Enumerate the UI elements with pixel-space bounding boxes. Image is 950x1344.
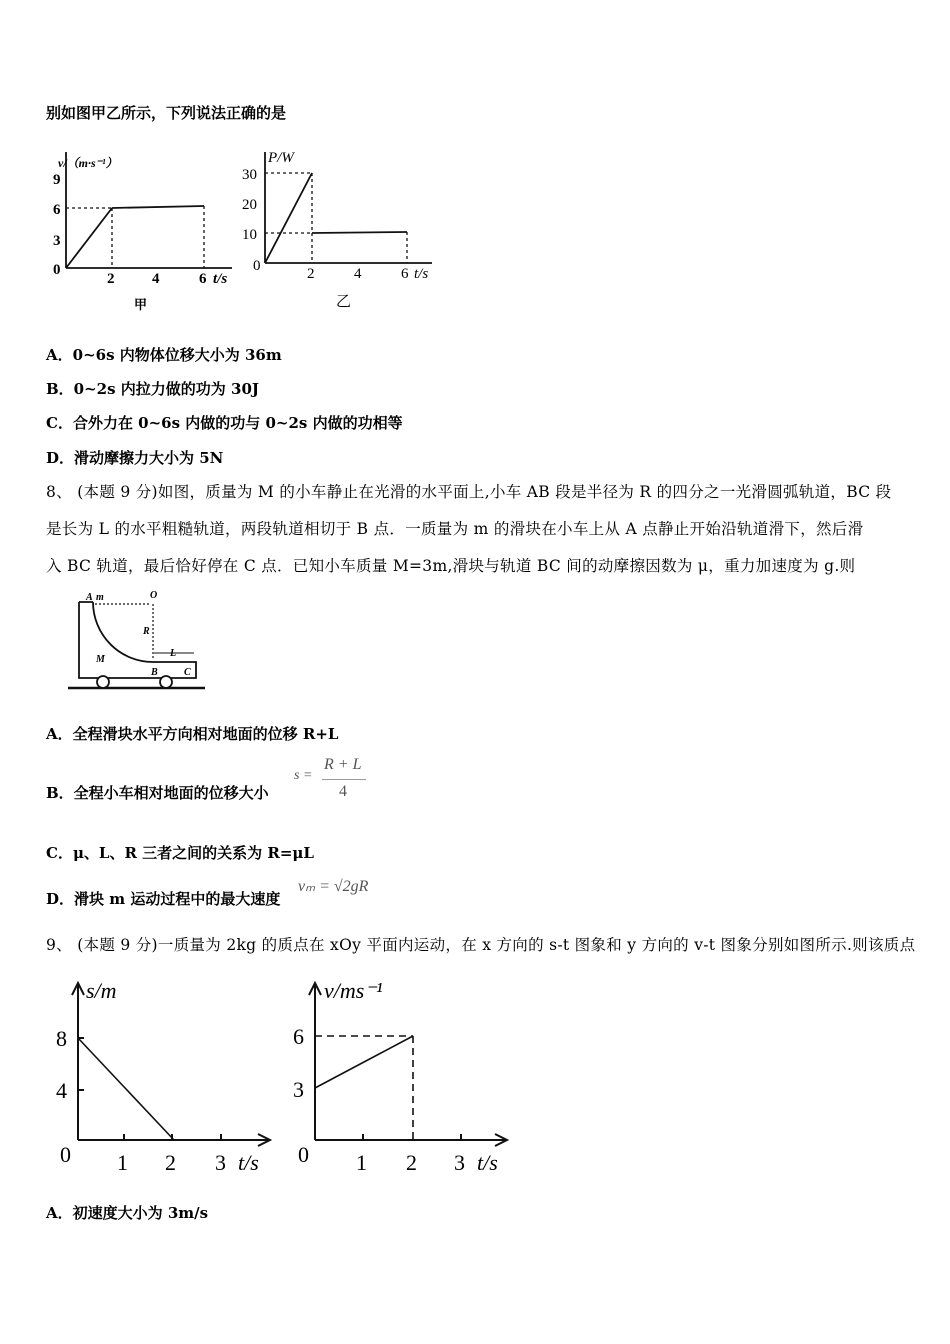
vt-ylabel: v/ms⁻¹ (324, 978, 383, 1003)
label-l: L (170, 648, 177, 659)
tick: 0 (298, 1142, 309, 1167)
tick: 3 (293, 1077, 304, 1102)
q8-option-c: C．μ、L、R 三者之间的关系为 R=μL (46, 844, 314, 862)
tick: 0 (253, 258, 261, 274)
jia-xlabel: t/s (213, 271, 228, 287)
q8-option-a: A．全程滑块水平方向相对地面的位移 R+L (46, 725, 339, 743)
label-c: C (184, 667, 191, 678)
fraction-bar (322, 779, 366, 780)
tick: 6 (401, 266, 409, 282)
label-b: B (151, 667, 158, 678)
jia-line-flat (112, 206, 204, 208)
tick: 6 (199, 271, 207, 287)
tick: 2 (406, 1150, 417, 1175)
q8-text-line: 8、 (本题 9 分)如图，质量为 M 的小车静止在光滑的水平面上,小车 AB 段是半径为 R 的四分之一光滑圆弧轨道，BC 段 (46, 483, 892, 501)
label-cart-m: M (96, 654, 105, 665)
tick: 6 (53, 202, 61, 218)
tick: 1 (356, 1150, 367, 1175)
tick: 20 (242, 197, 257, 213)
q9-option-a: A．初速度大小为 3m/s (46, 1204, 209, 1222)
q9-text: 9、 (本题 9 分)一质量为 2kg 的质点在 xOy 平面内运动，在 x 方向的 s-t 图象和 y 方向的 v-t 图象分别如图所示.则该质点 (46, 936, 916, 954)
tick: 9 (53, 172, 61, 188)
tick: 3 (53, 233, 61, 249)
tick: 30 (242, 167, 257, 183)
tick: 10 (242, 227, 257, 243)
tick: 2 (165, 1150, 176, 1175)
tick: 4 (354, 266, 362, 282)
tick: 4 (56, 1078, 67, 1103)
vt-xlabel: t/s (477, 1150, 498, 1175)
label-r: R (143, 626, 150, 637)
tick: 2 (107, 271, 115, 287)
st-ylabel: s/m (86, 978, 117, 1003)
tick: 3 (454, 1150, 465, 1175)
formula-vm: vₘ = √2gR (298, 878, 369, 895)
tick: 3 (215, 1150, 226, 1175)
yi-ylabel: P/W (268, 150, 294, 166)
jia-line-rise (66, 208, 112, 268)
q7-option-b: B．0~2s 内拉力做的功为 30J (46, 380, 259, 398)
q8-option-d: D．滑块 m 运动过程中的最大速度 (46, 890, 281, 908)
tick: 2 (307, 266, 315, 282)
caption-yi: 乙 (336, 294, 352, 310)
st-xlabel: t/s (238, 1150, 259, 1175)
q7-option-c: C．合外力在 0~6s 内做的功与 0~2s 内做的功相等 (46, 414, 403, 432)
tick: 8 (56, 1026, 67, 1051)
q8-text-line: 是长为 L 的水平粗糙轨道，两段轨道相切于 B 点．一质量为 m 的滑块在小车上从 A 点静止开始沿轨道滑下，然后滑 (46, 520, 864, 538)
q7-intro: 别如图甲乙所示，下列说法正确的是 (46, 104, 287, 122)
formula-s: s = (294, 768, 313, 783)
q8-text-line: 入 BC 轨道，最后恰好停在 C 点．已知小车质量 M=3m,滑块与轨道 BC 间的动摩擦因数为 μ，重力加速度为 g.则 (46, 557, 856, 575)
tick: 4 (152, 271, 160, 287)
tick: 6 (293, 1024, 304, 1049)
label-a: A (86, 592, 93, 603)
q8-option-b: B．全程小车相对地面的位移大小 (46, 784, 269, 802)
formula-numerator: R + L (324, 756, 362, 773)
jia-ylabel: v/（m·s⁻¹） (58, 156, 118, 170)
q7-option-d: D．滑动摩擦力大小为 5N (46, 449, 224, 467)
tick: 0 (53, 262, 61, 278)
q7-option-a: A．0~6s 内物体位移大小为 36m (46, 346, 282, 364)
tick: 0 (60, 1142, 71, 1167)
formula-denominator: 4 (339, 783, 347, 800)
yi-xlabel: t/s (414, 266, 429, 282)
label-m: m (96, 592, 104, 603)
label-o: O (150, 590, 158, 601)
caption-jia: 甲 (134, 297, 148, 312)
tick: 1 (117, 1150, 128, 1175)
